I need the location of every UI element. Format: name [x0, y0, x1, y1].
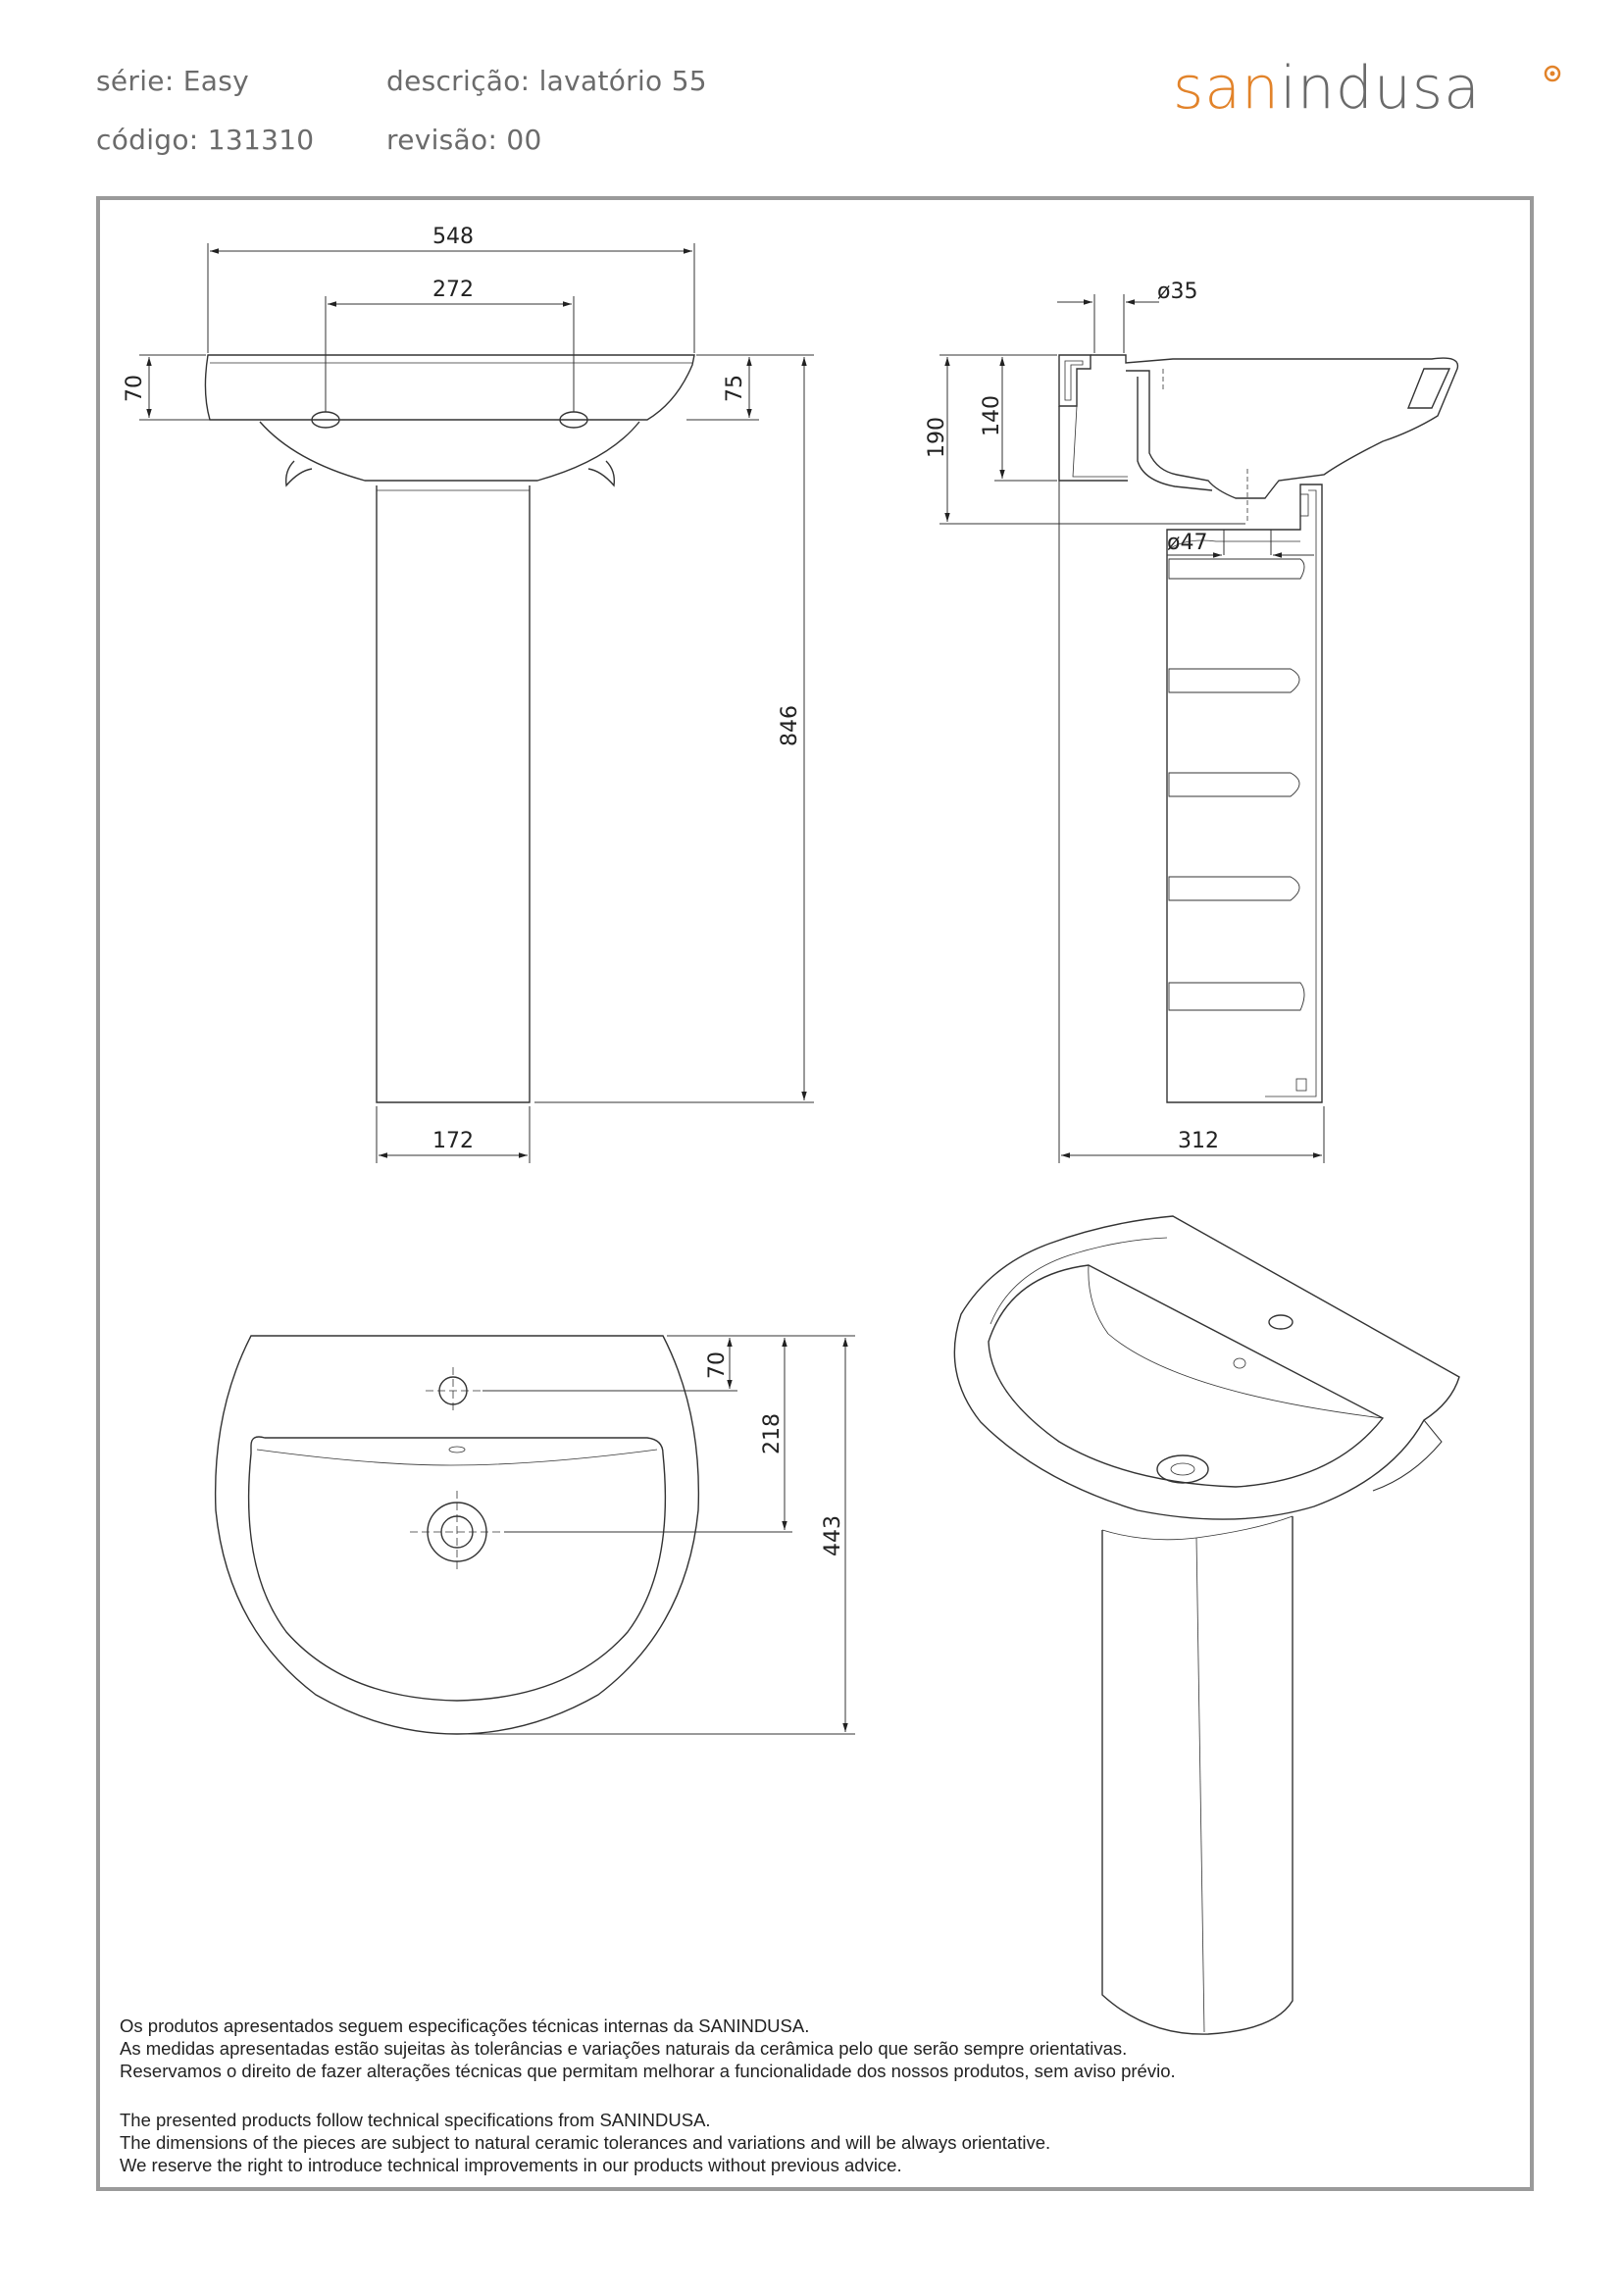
dim-side-waste-diameter: ø35 [1157, 280, 1198, 304]
top-tap-hole [426, 1367, 481, 1414]
side-rib-1 [1169, 559, 1304, 579]
front-tap-hole-right [554, 412, 593, 428]
front-view [205, 355, 694, 1102]
revisao-value: 00 [506, 124, 542, 156]
note-pt-line: As medidas apresentadas estão sujeitas às tolerâncias e variações naturais da cerâmica pelo que serão sempre orientativas. [120, 2038, 1128, 2059]
front-pedestal [377, 485, 530, 1102]
side-pedestal-section [1167, 484, 1322, 1102]
descricao-value: lavatório 55 [538, 65, 707, 97]
dim-top-drain-offset: 218 [760, 1413, 785, 1454]
side-section-view [1059, 355, 1457, 1102]
perspective-view [954, 1216, 1459, 2034]
front-basin-outline [205, 355, 694, 420]
dim-top-depth: 443 [821, 1515, 845, 1556]
codigo-value: 131310 [207, 124, 315, 156]
persp-tap-hole [1269, 1315, 1293, 1329]
note-en-line: The presented products follow technical specifications from SANINDUSA. [120, 2110, 711, 2130]
dim-top-tap-offset: 70 [705, 1351, 730, 1379]
persp-drain [1157, 1455, 1208, 1483]
top-view [216, 1336, 699, 1734]
dim-side-depth: 312 [1178, 1129, 1219, 1153]
side-rib-2 [1169, 669, 1299, 692]
notes-pt [120, 2014, 1176, 2082]
side-basin-bowl [1091, 355, 1457, 498]
dim-side-trap-diameter: ø47 [1167, 531, 1208, 555]
note-pt-line: Os produtos apresentados seguem especificações técnicas internas da SANINDUSA. [120, 2015, 810, 2036]
serie-value: Easy [182, 65, 249, 97]
dim-front-width: 548 [432, 225, 474, 249]
dim-pedestal-width: 172 [432, 1129, 474, 1153]
dim-front-right-height: 75 [723, 375, 747, 402]
logo-text-indusa: indusa [1280, 54, 1481, 123]
codigo-label: código: [96, 124, 199, 156]
side-back-lip [1059, 355, 1091, 406]
serie-label: série: [96, 65, 175, 97]
dim-side-height-190: 190 [925, 417, 949, 458]
dim-side-height-140: 140 [980, 395, 1004, 436]
top-drain [410, 1491, 504, 1573]
note-pt-line: Reservamos o direito de fazer alterações técnicas que permitam melhorar a funcionalidade dos nossos produtos, sem aviso prévio. [120, 2061, 1176, 2081]
logo-text-san: san [1173, 54, 1281, 123]
side-rib-5 [1169, 983, 1304, 1010]
side-rib-4 [1169, 877, 1299, 900]
notes-en [120, 2109, 1050, 2176]
front-basin-bowl [260, 422, 639, 481]
revisao-label: revisão: [386, 124, 498, 156]
dim-front-left-height: 70 [123, 375, 147, 402]
note-en-line: The dimensions of the pieces are subject to natural ceramic tolerances and variations and will be always orientative. [120, 2132, 1051, 2153]
descricao-label: descrição: [386, 65, 531, 97]
top-outer-outline [216, 1336, 699, 1734]
dim-front-tap-spacing: 272 [432, 278, 474, 302]
note-en-line: We reserve the right to introduce technical improvements in our products without previous advice. [120, 2155, 902, 2175]
dim-front-total-height: 846 [778, 705, 802, 746]
side-rib-3 [1169, 773, 1299, 796]
